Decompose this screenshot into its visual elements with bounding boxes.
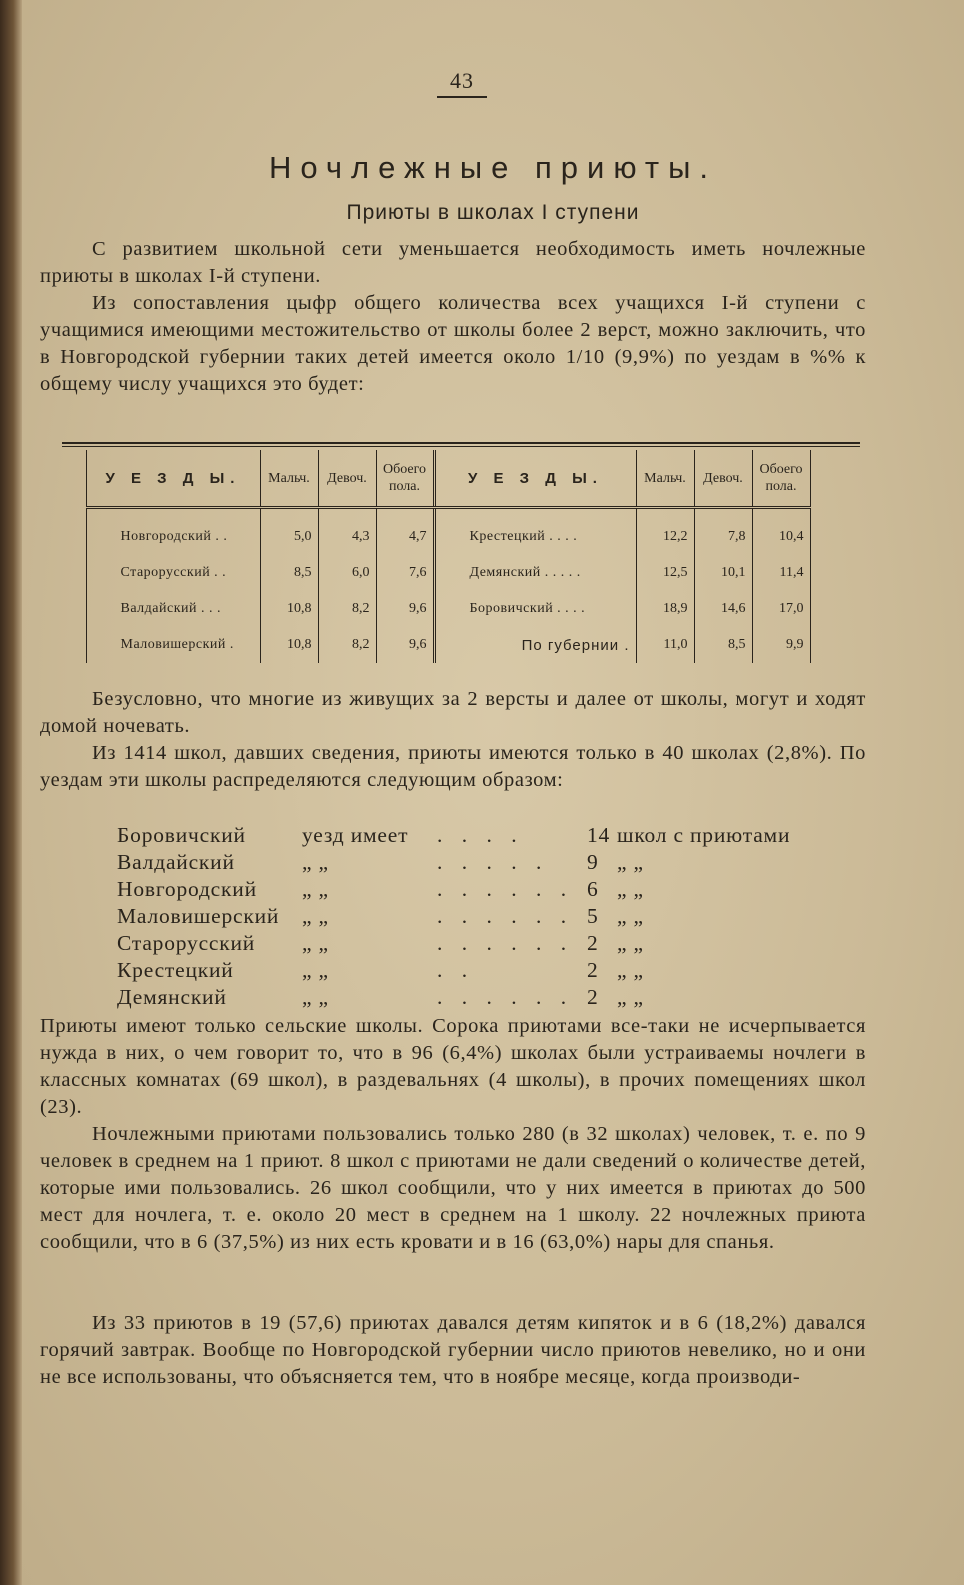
header-uezd: У Е З Д Ы. [86,450,260,508]
cell-right-boys: 12,5 [636,555,694,591]
cell-left-girls: 8,2 [318,627,376,663]
paragraph-intro: С развитием школьной сети уменьшается необходимость иметь ночлежные приюты в школах I-й ступени. [40,238,866,287]
cell-right-name: Крестецкий . . . . [434,519,636,555]
header-boys-right: Мальч. [636,450,694,508]
header-uezd-right: У Е З Д Ы. [434,450,636,508]
cell-left-boys: 8,5 [260,555,318,591]
list-item-count: 2 [587,931,599,955]
list-item-tail: школ с приютами [617,823,791,847]
cell-right-both: 11,4 [752,555,810,591]
list-item [117,984,837,1011]
cell-left-both: 4,7 [376,519,434,555]
page-number: 43 [437,68,487,98]
cell-right-both: 10,4 [752,519,810,555]
list-item-uezd: Новгородский [117,877,257,901]
paragraph-usage: Ночлежными приютами пользовались только 280 (в 32 школах) человек, т. е. по 9 человек в среднем на 1 приют. 8 школ с приютами не дали сведений о количестве детей, которые ими пользовались. 26 школ сообщили, что у них имеется в приютах до 500 мест для ночлега, т. е. около 20 мест в среднем на 1 школу. 22 ночлежных приюта сообщили, что в 6 (37,5%) из них есть кровати и в 16 (63,0%) нары для спанья. [40,1123,866,1253]
list-item [117,930,837,957]
list-item-uezd: Крестецкий [117,958,234,982]
cell-left-girls: 6,0 [318,555,376,591]
list-item-tail: „ „ [617,958,644,982]
list-item-count: 14 [587,823,611,847]
list-item-count: 6 [587,877,599,901]
list-item-verb: „ „ [302,931,329,955]
list-item-count: 5 [587,904,599,928]
table-top-rule-thin [62,446,860,447]
paragraph-comparison: Из сопоставления цыфр общего количества всех учащихся I-й ступени с учащимися имеющими местожительство от школы более 2 верст, можно заключить, что в Новгородской губернии таких детей имеется около 1/10 (9,9%) по уездам в %% к общему числу учащихся это будет: [40,292,866,395]
cell-left-name: Валдайский . . . [86,591,260,627]
header-both: Обоего пола. [376,450,434,508]
list-item-tail: „ „ [617,904,644,928]
table-row [62,555,860,591]
cell-left-boys: 10,8 [260,591,318,627]
list-item-tail: „ „ [617,877,644,901]
cell-right-boys: 12,2 [636,519,694,555]
page-title: Ночлежные приюты. [268,150,718,185]
cell-left-boys: 5,0 [260,519,318,555]
list-item-uezd: Маловишерский [117,904,280,928]
list-item-uezd: Старорусский [117,931,256,955]
list-item [117,876,837,903]
cell-right-name: Боровичский . . . . [434,591,636,627]
list-item-verb: „ „ [302,985,329,1009]
cell-right-boys: 11,0 [636,627,694,663]
paragraph-schools-count: Из 1414 школ, давших сведения, приюты имеются только в 40 школах (2,8%). По уездам эти школы распределяются следующим образом: [40,742,866,791]
cell-right-both: 17,0 [752,591,810,627]
list-item-leader: . . . . . . [437,877,574,901]
book-spine-shadow [0,0,22,1585]
cell-left-name: Новгородский . . [86,519,260,555]
list-item-leader: . . . . . . [437,985,574,1009]
list-item-leader: . . . . [437,823,524,847]
cell-left-girls: 8,2 [318,591,376,627]
cell-right-name: Демянский . . . . . [434,555,636,591]
list-item-leader: . . . . . . [437,904,574,928]
header-girls: Девоч. [318,450,376,508]
cell-right-both: 9,9 [752,627,810,663]
list-item [117,903,837,930]
list-item-uezd: Боровичский [117,823,246,847]
schools-by-uezd-list [117,822,837,1011]
table-row [62,591,860,627]
list-item-leader: . . . . . [437,850,549,874]
paragraph-walk-home: Безусловно, что многие из живущих за 2 версты и далее от школы, могут и ходят домой ночевать. [40,688,866,737]
cell-left-girls: 4,3 [318,519,376,555]
list-item [117,957,837,984]
paragraph-food: Из 33 приютов в 19 (57,6) приютах давался детям кипяток и в 6 (18,2%) давался горячий завтрак. Вообще по Новгородской губернии число приютов невелико, но и они не все использованы, что объясняется тем, что в ноябре месяце, когда производи- [40,1312,866,1388]
table-top-rule [62,442,860,444]
cell-right-name: По губернии . [434,627,636,663]
table-row [62,627,860,663]
header-both-right: Обоего пола. [752,450,810,508]
list-item-verb: „ „ [302,904,329,928]
cell-left-name: Старорусский . . [86,555,260,591]
list-item-leader: . . . . . . [437,931,574,955]
list-item [117,849,837,876]
header-boys: Мальч. [260,450,318,508]
list-item-count: 2 [587,958,599,982]
statistics-table [62,442,860,664]
list-item-verb: „ „ [302,850,329,874]
cell-left-boys: 10,8 [260,627,318,663]
list-item-uezd: Валдайский [117,850,235,874]
cell-left-name: Маловишерский . [86,627,260,663]
paragraph-rural-schools: Приюты имеют только сельские школы. Сорока приютами все-таки не исчерпывается нужда в них, о чем говорит то, что в 96 (6,4%) школах были устраиваемы ночлеги в классных комнатах (69 школ), в раздевальнях (4 школы), в прочих помещениях школ (23). [40,1015,866,1118]
list-item-count: 2 [587,985,599,1009]
list-item [117,822,837,849]
list-item-tail: „ „ [617,850,644,874]
list-item-tail: „ „ [617,931,644,955]
list-item-tail: „ „ [617,985,644,1009]
table-header-row [62,450,860,508]
cell-right-girls: 8,5 [694,627,752,663]
list-item-count: 9 [587,850,599,874]
table-row [62,519,860,555]
cell-right-girls: 14,6 [694,591,752,627]
section-subtitle: Приюты в школах I ступени [346,201,640,224]
list-item-verb: уезд имеет [302,823,409,847]
list-item-verb: „ „ [302,958,329,982]
cell-right-girls: 10,1 [694,555,752,591]
cell-left-both: 7,6 [376,555,434,591]
list-item-leader: . . [437,958,475,982]
cell-right-boys: 18,9 [636,591,694,627]
cell-right-girls: 7,8 [694,519,752,555]
cell-left-both: 9,6 [376,627,434,663]
cell-left-both: 9,6 [376,591,434,627]
list-item-uezd: Демянский [117,985,227,1009]
list-item-verb: „ „ [302,877,329,901]
header-girls-right: Девоч. [694,450,752,508]
scanned-page [22,0,964,1585]
